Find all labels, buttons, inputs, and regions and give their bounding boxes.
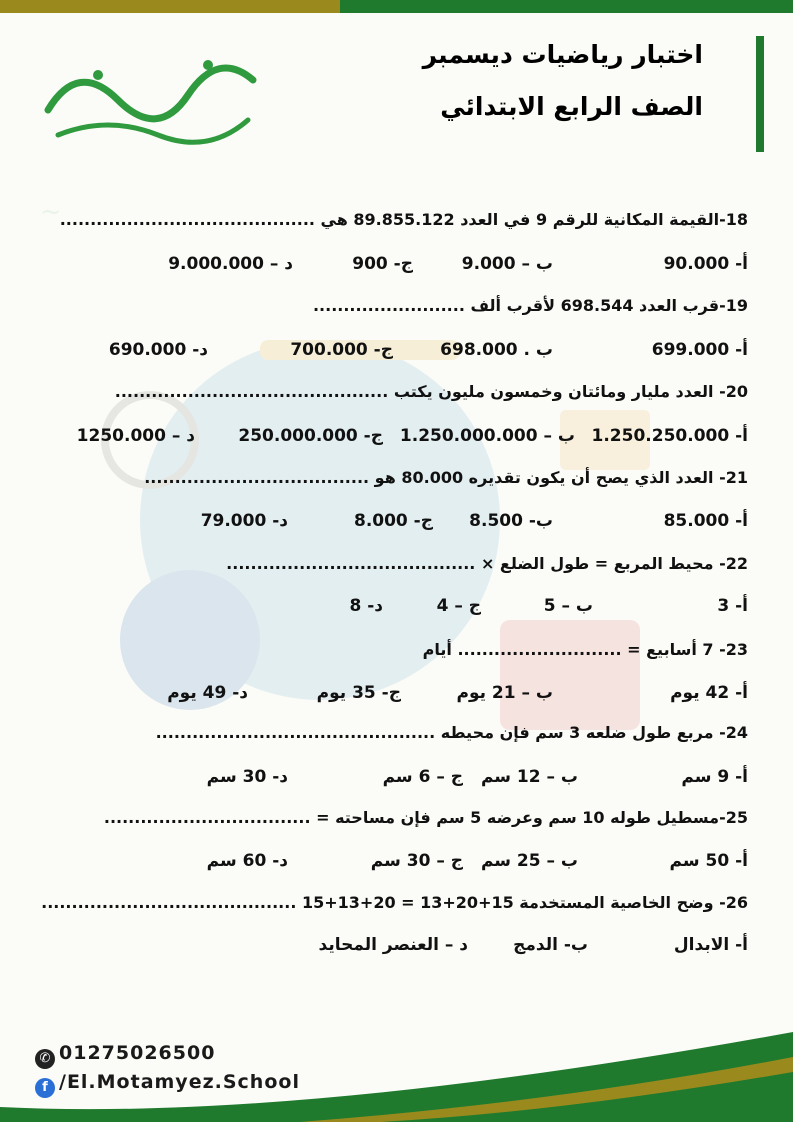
option-d: د – 9.000.000	[168, 254, 293, 274]
phone-number: 01275026500	[59, 1042, 216, 1064]
option-a: أ- 699.000	[651, 340, 748, 360]
option-d: د- 60 سم	[206, 851, 288, 871]
option-c: ج- 900	[352, 254, 413, 274]
whatsapp-icon: ✆	[35, 1049, 55, 1069]
question-22: 22- محيط المربع = طول الضلع × .........................................	[226, 554, 748, 573]
option-b: ب – 21 يوم	[456, 683, 553, 703]
facebook-icon: f	[35, 1078, 55, 1098]
option-a: أ- 3	[717, 596, 748, 616]
top-border-green	[340, 0, 793, 13]
option-a: أ- 85.000	[663, 511, 748, 531]
option-b: ب – 12 سم	[480, 767, 578, 787]
option-c: ج – 4	[436, 596, 481, 616]
question-20: 20- العدد مليار ومائتان وخمسون مليون يكتب .............................................	[114, 382, 748, 401]
question-23: 23- 7 أسابيع = ........................... أيام	[422, 640, 748, 659]
option-b: ب- الدمج	[513, 935, 588, 955]
option-c: ج – 6 سم	[382, 767, 463, 787]
question-19: 19-قرب العدد 698.544 لأقرب ألف .........................	[312, 296, 748, 315]
question-21: 21- العدد الذي يصح أن يكون تقديره 80.000 هو .....................................	[144, 468, 748, 487]
option-d: د- 8	[349, 596, 383, 616]
option-c: ج- 35 يوم	[316, 683, 401, 703]
question-18: 18-القيمة المكانية للرقم 9 في العدد 89.855.122 هي ..........................................	[59, 210, 748, 229]
exam-title: اختبار رياضيات ديسمبر	[422, 40, 703, 69]
option-b: ب – 1.250.000.000	[399, 426, 575, 446]
option-a: أ- 1.250.250.000	[591, 426, 748, 446]
option-d: د- 30 سم	[206, 767, 288, 787]
option-c: ج – 30 سم	[370, 851, 463, 871]
option-b: ب – 9.000	[461, 254, 553, 274]
svg-text:~: ~	[40, 197, 62, 227]
option-d: د – 1250.000	[76, 426, 195, 446]
option-b: ب – 25 سم	[480, 851, 578, 871]
option-c: ج- 8.000	[353, 511, 433, 531]
question-26: 26- وضح الخاصية المستخدمة 15+20+13 = 20+13+15 ..........................................	[41, 893, 748, 912]
option-c: ج- 250.000.000	[238, 426, 383, 446]
option-b: ب . 698.000	[440, 340, 553, 360]
facebook-handle: /El.Motamyez.School	[59, 1071, 300, 1093]
question-25: 25-مسطيل طوله 10 سم وعرضه 5 سم فإن مساحته = ..................................	[103, 808, 748, 827]
option-b: ب- 8.500	[469, 511, 553, 531]
option-a: أ- 42 يوم	[670, 683, 748, 703]
option-a: أ- 9 سم	[681, 767, 748, 787]
school-logo	[38, 40, 263, 155]
option-c: ج- 700.000	[290, 340, 393, 360]
logo-graphic	[38, 40, 263, 155]
top-border-gold	[0, 0, 340, 13]
option-d: د – العنصر المحايد	[318, 935, 468, 955]
title-side-rule	[756, 36, 764, 152]
option-d: د- 49 يوم	[167, 683, 248, 703]
option-a: أ- 50 سم	[669, 851, 748, 871]
contact-phone	[35, 1042, 215, 1069]
option-a: أ- 90.000	[663, 254, 748, 274]
option-a: أ- الابدال	[673, 935, 748, 955]
question-24: 24- مربع طول ضلعه 3 سم فإن محيطه ..............................................	[155, 723, 748, 742]
grade-title: الصف الرابع الابتدائي	[440, 92, 703, 121]
option-d: د- 79.000	[200, 511, 288, 531]
option-b: ب – 5	[543, 596, 593, 616]
contact-facebook	[35, 1071, 300, 1098]
option-d: د- 690.000	[108, 340, 208, 360]
